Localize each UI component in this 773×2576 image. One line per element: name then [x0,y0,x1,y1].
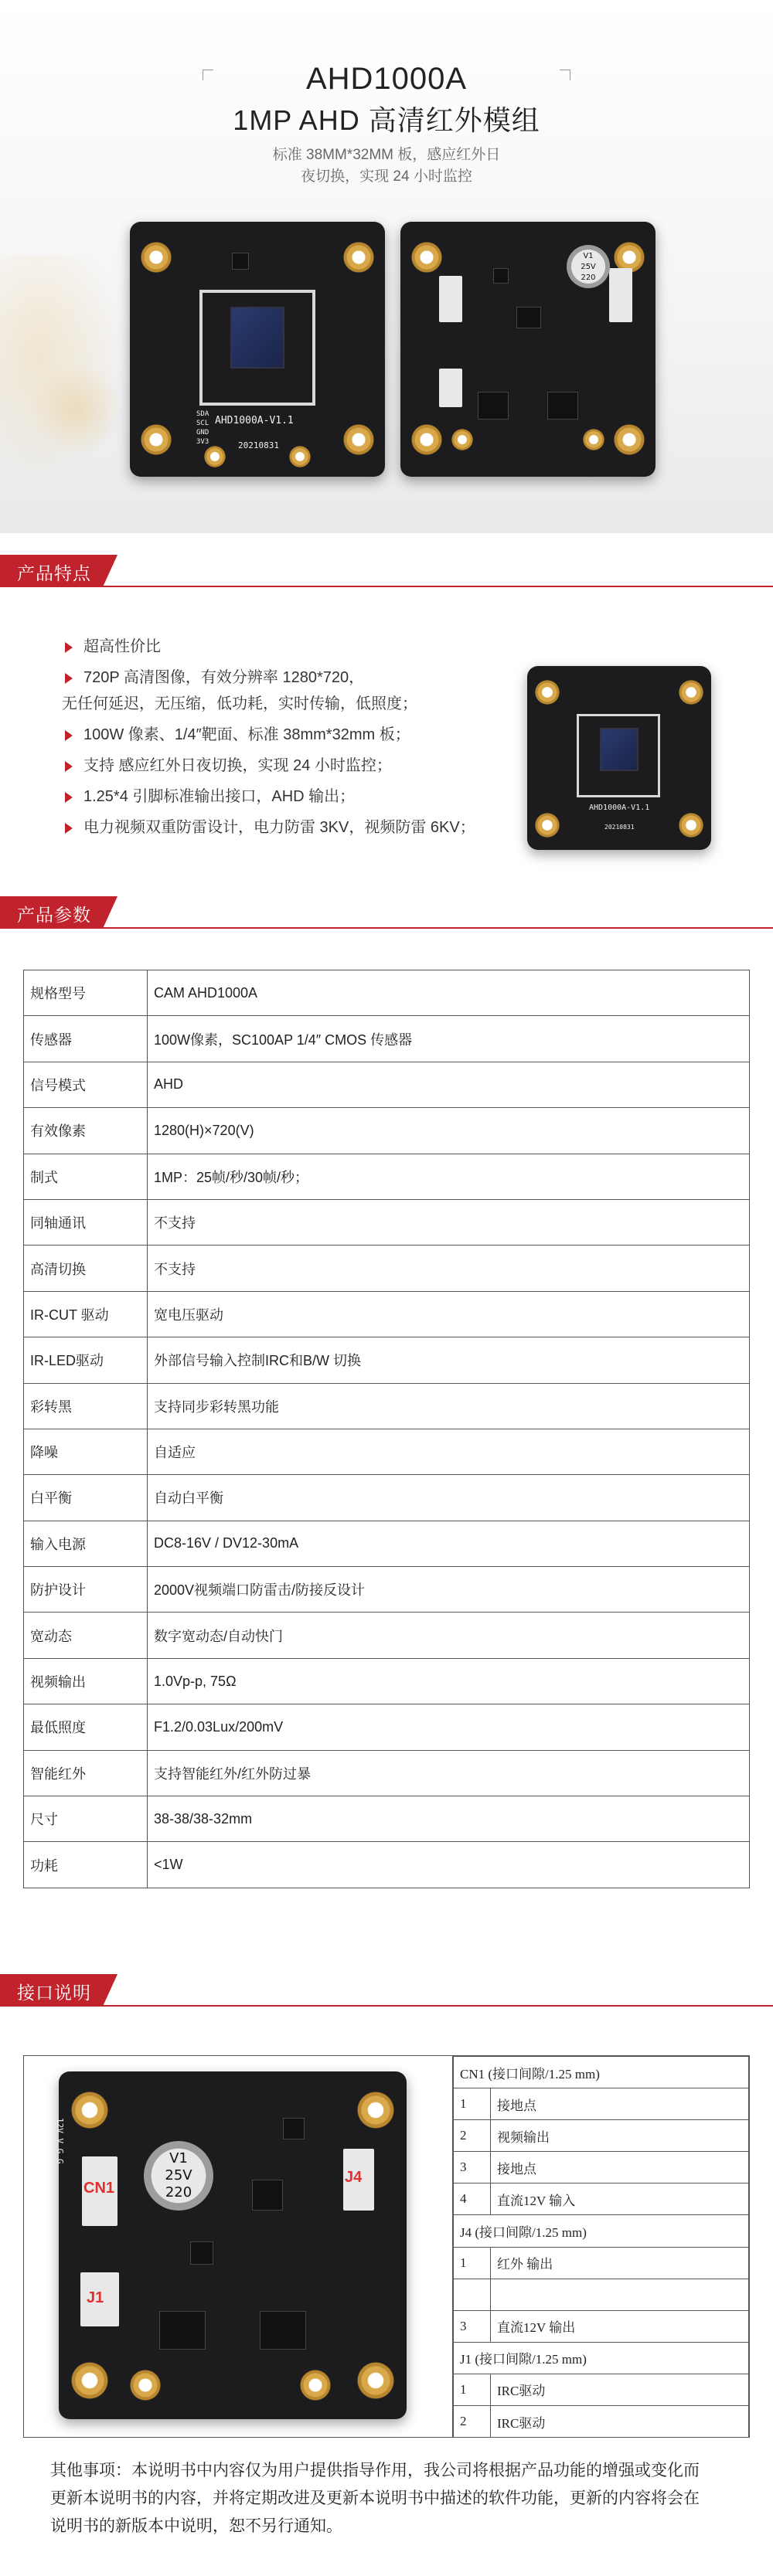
image-sensor [230,307,284,369]
spec-key: 智能红外 [24,1750,148,1796]
mount-hole [679,813,703,838]
table-row [24,1521,750,1566]
decorative-flower [31,363,124,456]
pin-label: 12V [55,2118,65,2133]
chip [190,2241,213,2265]
pcb-front-thumbnail [527,666,711,850]
arrow-bullet-icon [65,761,73,772]
mount-hole [204,446,226,467]
spec-value: 2000V视频端口防雷击/防接反设计 [148,1567,750,1613]
spec-key: 防护设计 [24,1567,148,1613]
arrow-bullet-icon [65,673,73,684]
pin-label: SCL [196,420,209,427]
spec-value: 数字宽动态/自动快门 [148,1613,750,1658]
product-description: 夜切换，实现 24 小时监控 [301,168,472,185]
spec-value: 1280(H)×720(V) [148,1108,750,1154]
header-rule [0,2005,773,2007]
table-row [454,2342,749,2374]
pin-label: 3V3 [196,438,209,446]
arrow-bullet-icon [65,642,73,653]
interface-table [453,2056,749,2438]
list-item [62,814,526,841]
mount-hole [451,429,473,450]
mount-hole [679,680,703,705]
spec-key: 功耗 [24,1842,148,1888]
spec-key: 尺寸 [24,1796,148,1842]
feature-text: 100W 像素、1/4″靶面、标准 38mm*32mm 板； [83,726,410,743]
feature-text: 电力视频双重防雷设计，电力防雷 3KV，视频防雷 6KV； [83,819,475,836]
list-item [62,753,526,779]
table-row [454,2406,749,2438]
mount-hole [141,424,172,455]
section-header-spec [0,896,773,950]
board-model-label: AHD1000A-V1.1 [589,804,650,812]
mount-hole [411,424,442,455]
feature-text: 支持 感应红外日夜切换，实现 24 小时监控； [83,757,392,774]
chip [478,392,509,420]
cap-label: V1 [583,252,594,260]
pin-number: 1 [454,2088,491,2120]
arrow-bullet-icon [65,730,73,741]
pin-function: IRC驱动 [491,2374,749,2405]
spec-key: 最低照度 [24,1704,148,1750]
spec-value: 自适应 [148,1429,750,1474]
image-sensor [600,728,638,771]
notes [50,2457,730,2540]
spec-key: 信号模式 [24,1062,148,1107]
spec-key: 高清切换 [24,1246,148,1291]
board-date-label: 20210831 [604,824,635,831]
capacitor [567,245,610,288]
connector [439,276,462,322]
board-date-label: 20210831 [238,440,279,450]
table-row [24,1429,750,1474]
notes-line: 说明书的新版本中说明，恕不另行通知。 [50,2517,342,2535]
pin-number: 4 [454,2183,491,2215]
board-model-label: AHD1000A-V1.1 [215,415,294,427]
cap-label: 220 [165,2184,192,2200]
pin-function: 直流12V 输出 [491,2310,749,2342]
mount-hole [614,424,645,455]
table-row [24,1383,750,1429]
table-row [24,1750,750,1796]
spec-table [23,970,750,1888]
interface-panel [23,2055,750,2438]
pin-number: 3 [454,2152,491,2183]
table-row [24,1796,750,1842]
chip [252,2180,283,2211]
spec-key: 白平衡 [24,1475,148,1521]
pin-number: 3 [454,2310,491,2342]
table-row [454,2088,749,2120]
spec-key: 视频输出 [24,1658,148,1704]
mount-hole [535,680,560,705]
spec-key: 降噪 [24,1429,148,1474]
cap-label: 25V [581,263,596,271]
pin-function [491,2279,749,2310]
feature-text: 超高性价比 [83,638,161,655]
pin-function: 红外 输出 [491,2247,749,2279]
mount-hole [130,2370,161,2401]
hero-banner [0,0,773,533]
list-item [62,634,526,660]
connector-title: J4 (接口间隙/1.25 mm) [454,2215,749,2247]
mount-hole [289,446,311,467]
pin-number: 2 [454,2406,491,2438]
spec-value: DC8-16V / DV12-30mA [148,1521,750,1566]
section-header-features [0,555,773,609]
chip [159,2311,206,2350]
section-header-interface [0,1974,773,2028]
pin-label: GND [196,429,209,437]
pin-label: G [55,2159,65,2164]
table-row [454,2279,749,2310]
feature-list [62,634,526,845]
notes-line: 其他事项：本说明书中内容仅为用户提供指导作用，我公司将根据产品功能的增强或变化而 [50,2462,700,2479]
mount-hole [141,242,172,273]
spec-value: 支持智能红外/红外防过暴 [148,1750,750,1796]
chip [260,2311,306,2350]
spec-value: 外部信号输入控制IRC和B/W 切换 [148,1337,750,1383]
product-subtitle: 1MP AHD 高清红外模组 [233,104,540,136]
pin-number: 1 [454,2374,491,2405]
notes-line: 更新本说明书的内容，并将定期改进及更新本说明书中描述的软件功能，更新的内容将会在 [50,2489,700,2507]
chip [547,392,578,420]
table-row [454,2374,749,2405]
mount-hole [535,813,560,838]
feature-text: 1.25*4 引脚标准输出接口，AHD 输出； [83,788,356,805]
spec-key: 规格型号 [24,970,148,1016]
list-item [62,783,526,810]
pin-label: SDA [196,410,209,418]
section-title: 产品参数 [17,905,91,925]
section-title: 接口说明 [17,1983,91,2003]
table-row [24,1154,750,1199]
connector-label: CN1 [83,2180,115,2197]
spec-value: 1MP：25帧/秒/30帧/秒； [148,1154,750,1199]
table-row [24,1016,750,1062]
table-row [454,2120,749,2152]
mount-hole [71,2362,108,2399]
connector-title: J1 (接口间隙/1.25 mm) [454,2342,749,2374]
cap-label: 25V [165,2167,192,2183]
table-row [24,1199,750,1245]
spec-value: F1.2/0.03Lux/200mV [148,1704,750,1750]
spec-value: AHD [148,1062,750,1107]
list-item [62,722,526,748]
spec-value: 38-38/38-32mm [148,1796,750,1842]
pin-function: 接地点 [491,2152,749,2183]
arrow-bullet-icon [65,823,73,834]
list-item [62,664,526,717]
table-row [454,2215,749,2247]
capacitor [144,2141,213,2211]
spec-key: IR-CUT 驱动 [24,1291,148,1337]
pin-label [55,2118,65,2164]
pin-function: 直流12V 输入 [491,2183,749,2215]
chip [232,253,249,270]
spec-value: 宽电压驱动 [148,1291,750,1337]
connector [609,268,632,322]
chip [493,268,509,284]
table-row [24,1337,750,1383]
mount-hole [357,2362,394,2399]
spec-key: 输入电源 [24,1521,148,1566]
spec-key: IR-LED驱动 [24,1337,148,1383]
mount-hole [357,2092,394,2129]
connector-label: J1 [87,2289,104,2306]
mount-hole [343,242,374,273]
table-row [24,1291,750,1337]
chip [283,2118,305,2139]
connector [439,369,462,407]
spec-key: 宽动态 [24,1613,148,1658]
table-row [24,1062,750,1107]
cap-label: 220 [581,274,596,282]
table-row [454,2247,749,2279]
header-rule [0,927,773,929]
section-title: 产品特点 [17,563,91,583]
mount-hole [300,2370,331,2401]
arrow-bullet-icon [65,792,73,803]
pcb-back-image [400,222,656,477]
connector-title: CN1 (接口间隙/1.25 mm) [454,2057,749,2088]
table-row [24,1108,750,1154]
table-row [24,1567,750,1613]
mount-hole [583,429,604,450]
spec-value: 支持同步彩转黑功能 [148,1383,750,1429]
spec-value: 自动白平衡 [148,1475,750,1521]
chip [516,307,541,328]
spec-value: <1W [148,1842,750,1888]
product-description: 标准 38MM*32MM 板，感应红外日 [272,147,501,163]
pcb-back-annotated-image [55,2071,407,2419]
table-row [24,1658,750,1704]
table-row [24,970,750,1016]
pin-function: IRC驱动 [491,2406,749,2438]
spec-key: 传感器 [24,1016,148,1062]
spec-key: 同轴通讯 [24,1199,148,1245]
pin-number: 1 [454,2247,491,2279]
mount-hole [343,424,374,455]
mount-hole [411,242,442,273]
table-row [24,1475,750,1521]
table-row [454,2057,749,2088]
spec-key: 制式 [24,1154,148,1199]
table-row [454,2310,749,2342]
pin-function: 接地点 [491,2088,749,2120]
spec-value: 不支持 [148,1246,750,1291]
interface-image-cell [24,2056,453,2437]
pin-number [454,2279,491,2310]
pin-function: 视频输出 [491,2120,749,2152]
pcb-front-image [130,222,385,477]
spec-value: CAM AHD1000A [148,970,750,1016]
table-row [24,1704,750,1750]
spec-key: 有效像素 [24,1108,148,1154]
table-row [24,1842,750,1888]
connector-label: J4 [345,2169,363,2186]
pin-number: 2 [454,2120,491,2152]
product-title: AHD1000A [305,62,468,96]
feature-text: 720P 高清图像，有效分辨率 1280*720， [83,669,365,686]
pin-label: G [55,2148,65,2154]
pin-label: V [55,2138,65,2144]
table-row [24,1246,750,1291]
feature-text: 无任何延迟，无压缩，低功耗，实时传输，低照度； [62,695,417,712]
spec-value: 100W像素，SC100AP 1/4″ CMOS 传感器 [148,1016,750,1062]
spec-value: 1.0Vp-p, 75Ω [148,1658,750,1704]
spec-value: 不支持 [148,1199,750,1245]
table-row [454,2152,749,2183]
mount-hole [71,2092,108,2129]
header-rule [0,586,773,587]
table-row [454,2183,749,2215]
table-row [24,1613,750,1658]
spec-key: 彩转黑 [24,1383,148,1429]
cap-label: V1 [169,2150,188,2166]
